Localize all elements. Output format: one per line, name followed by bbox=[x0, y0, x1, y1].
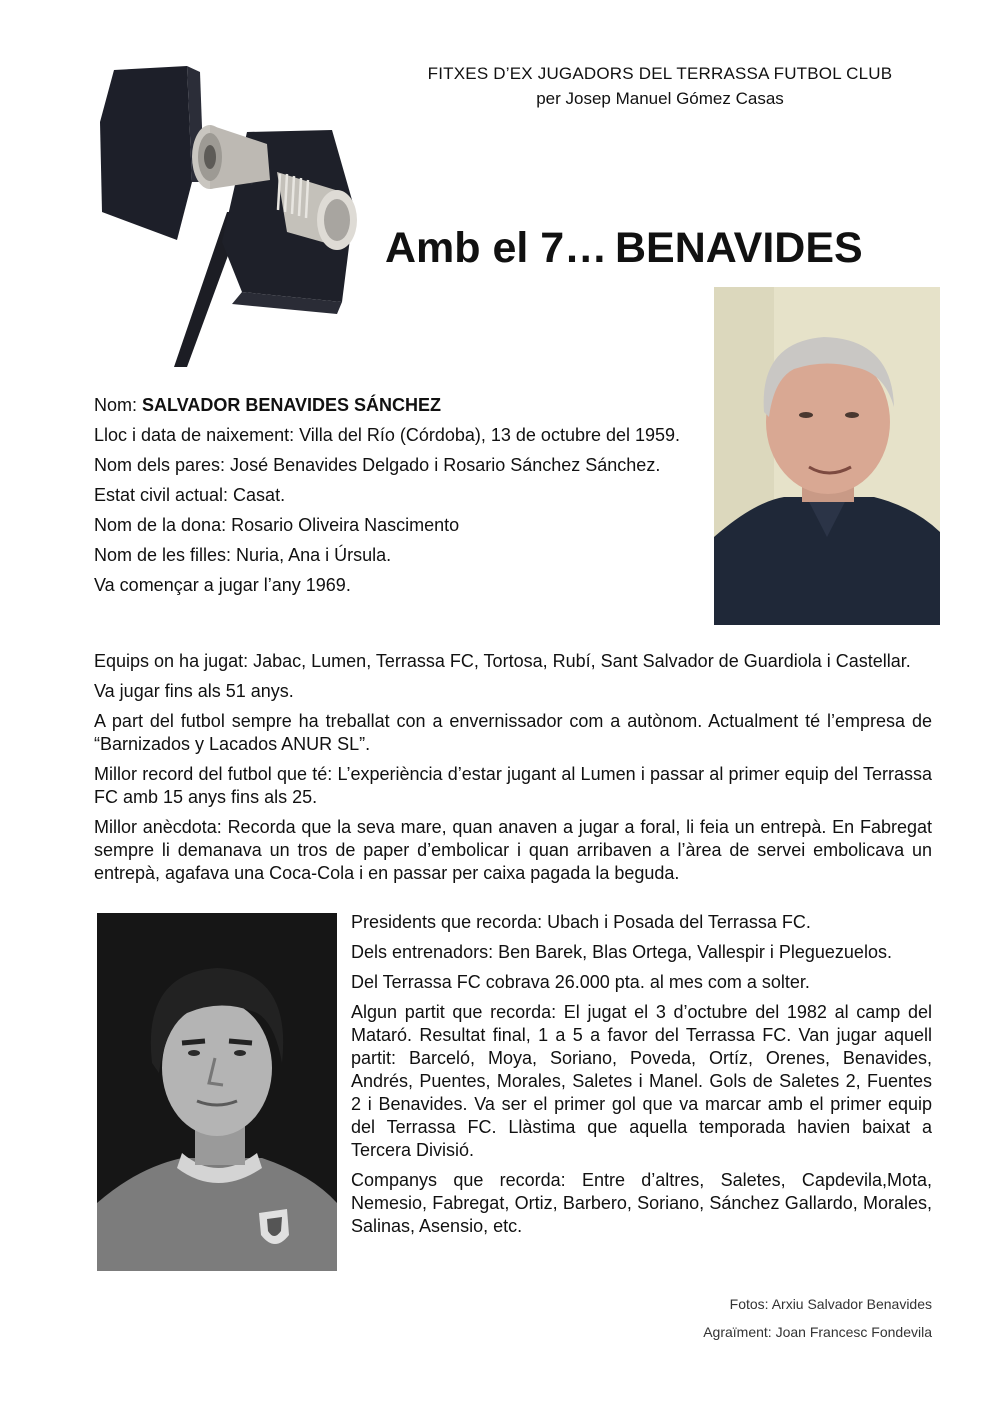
fotos-value: Arxiu Salvador Benavides bbox=[771, 1296, 932, 1312]
agraiment-value: Joan Francesc Fondevila bbox=[775, 1324, 932, 1340]
field-companys: Companys que recorda: Entre d’altres, Saletes, Capdevila,Mota, Nemesio, Fabregat, Ortiz, Barbero, Soriano, Sánchez Gallardo, Morales, Salinas, Asensio, etc. bbox=[351, 1170, 932, 1236]
field-cobrava: Del Terrassa FC cobrava 26.000 pta. al mes com a solter. bbox=[351, 972, 810, 992]
field-feina: A part del futbol sempre ha treballat con a envernissador com a autònom. Actualment té l’empresa de “Barnizados y Lacados ANUR SL”. bbox=[94, 711, 932, 754]
field-naixement: Lloc i data de naixement: Villa del Río (Córdoba), 13 de octubre del 1959. bbox=[94, 425, 681, 445]
current-photo bbox=[714, 287, 940, 625]
field-equips: Equips on ha jugat: Jabac, Lumen, Terrassa FC, Tortosa, Rubí, Sant Salvador de Guardiola i Castellar. bbox=[94, 651, 911, 671]
field-dona: Nom de la dona: Rosario Oliveira Nascimento bbox=[94, 515, 460, 535]
author-line: per Josep Manuel Gómez Casas bbox=[536, 89, 784, 108]
fotos-label: Fotos: bbox=[729, 1296, 769, 1312]
title-number: Amb el 7… bbox=[385, 224, 608, 272]
field-anecdota: Millor anècdota: Recorda que la seva mare, quan anaven a jugar a foral, li feia un entrepà. En Fabregat sempre li demanava un tros de paper d’embolicar i quan arribaven a l’àrea de servei embolicava un entrepà, agafava una Coca-Cola i en passar per caixa pagada la beguda. bbox=[94, 817, 932, 883]
field-filles: Nom de les filles: Nuria, Ana i Úrsula. bbox=[94, 545, 392, 565]
field-nom bbox=[94, 394, 700, 417]
field-pares: Nom dels pares: José Benavides Delgado i Rosario Sánchez Sánchez. bbox=[94, 455, 661, 475]
nom-value: SALVADOR BENAVIDES SÁNCHEZ bbox=[142, 395, 442, 415]
field-entrenadors: Dels entrenadors: Ben Barek, Blas Ortega, Vallespir i Pleguezuelos. bbox=[351, 942, 892, 962]
nom-label: Nom: bbox=[94, 395, 138, 415]
field-fins: Va jugar fins als 51 anys. bbox=[94, 681, 294, 701]
field-estat-civil: Estat civil actual: Casat. bbox=[94, 485, 286, 505]
field-partit: Algun partit que recorda: El jugat el 3 d’octubre del 1982 al camp del Mataró. Resultat final, 1 a 5 a favor del Terrassa FC. Van jugar aquell partit: Barceló, Moya, Soriano, Poveda, Ortíz, Orenes, Benavides, Andrés, Puentes, Morales, Saletes i Manel. Gols de Saletes 2, Fuentes 2 i Benavides. Va ser el primer gol que va marcar amb el primer equip del Terrassa FC. Llàstima que aquella temporada havien baixat a Tercera Divisió. bbox=[351, 1002, 932, 1160]
vintage-photo bbox=[97, 913, 337, 1271]
credits-fotos bbox=[730, 1296, 932, 1312]
title-name: BENAVIDES bbox=[615, 224, 863, 272]
loudspeaker-image bbox=[92, 62, 377, 372]
series-title: FITXES D’EX JUGADORS DEL TERRASSA FUTBOL CLUB bbox=[427, 64, 893, 83]
page-title bbox=[385, 224, 863, 273]
credits-agraiment bbox=[703, 1324, 932, 1340]
field-presidents: Presidents que recorda: Ubach i Posada del Terrassa FC. bbox=[351, 912, 811, 932]
field-inici: Va començar a jugar l’any 1969. bbox=[94, 575, 351, 595]
field-record: Millor record del futbol que té: L’experiència d’estar jugant al Lumen i passar al primer equip del Terrassa FC amb 15 anys fins als 25. bbox=[94, 764, 932, 807]
agraiment-label: Agraïment: bbox=[703, 1324, 772, 1340]
